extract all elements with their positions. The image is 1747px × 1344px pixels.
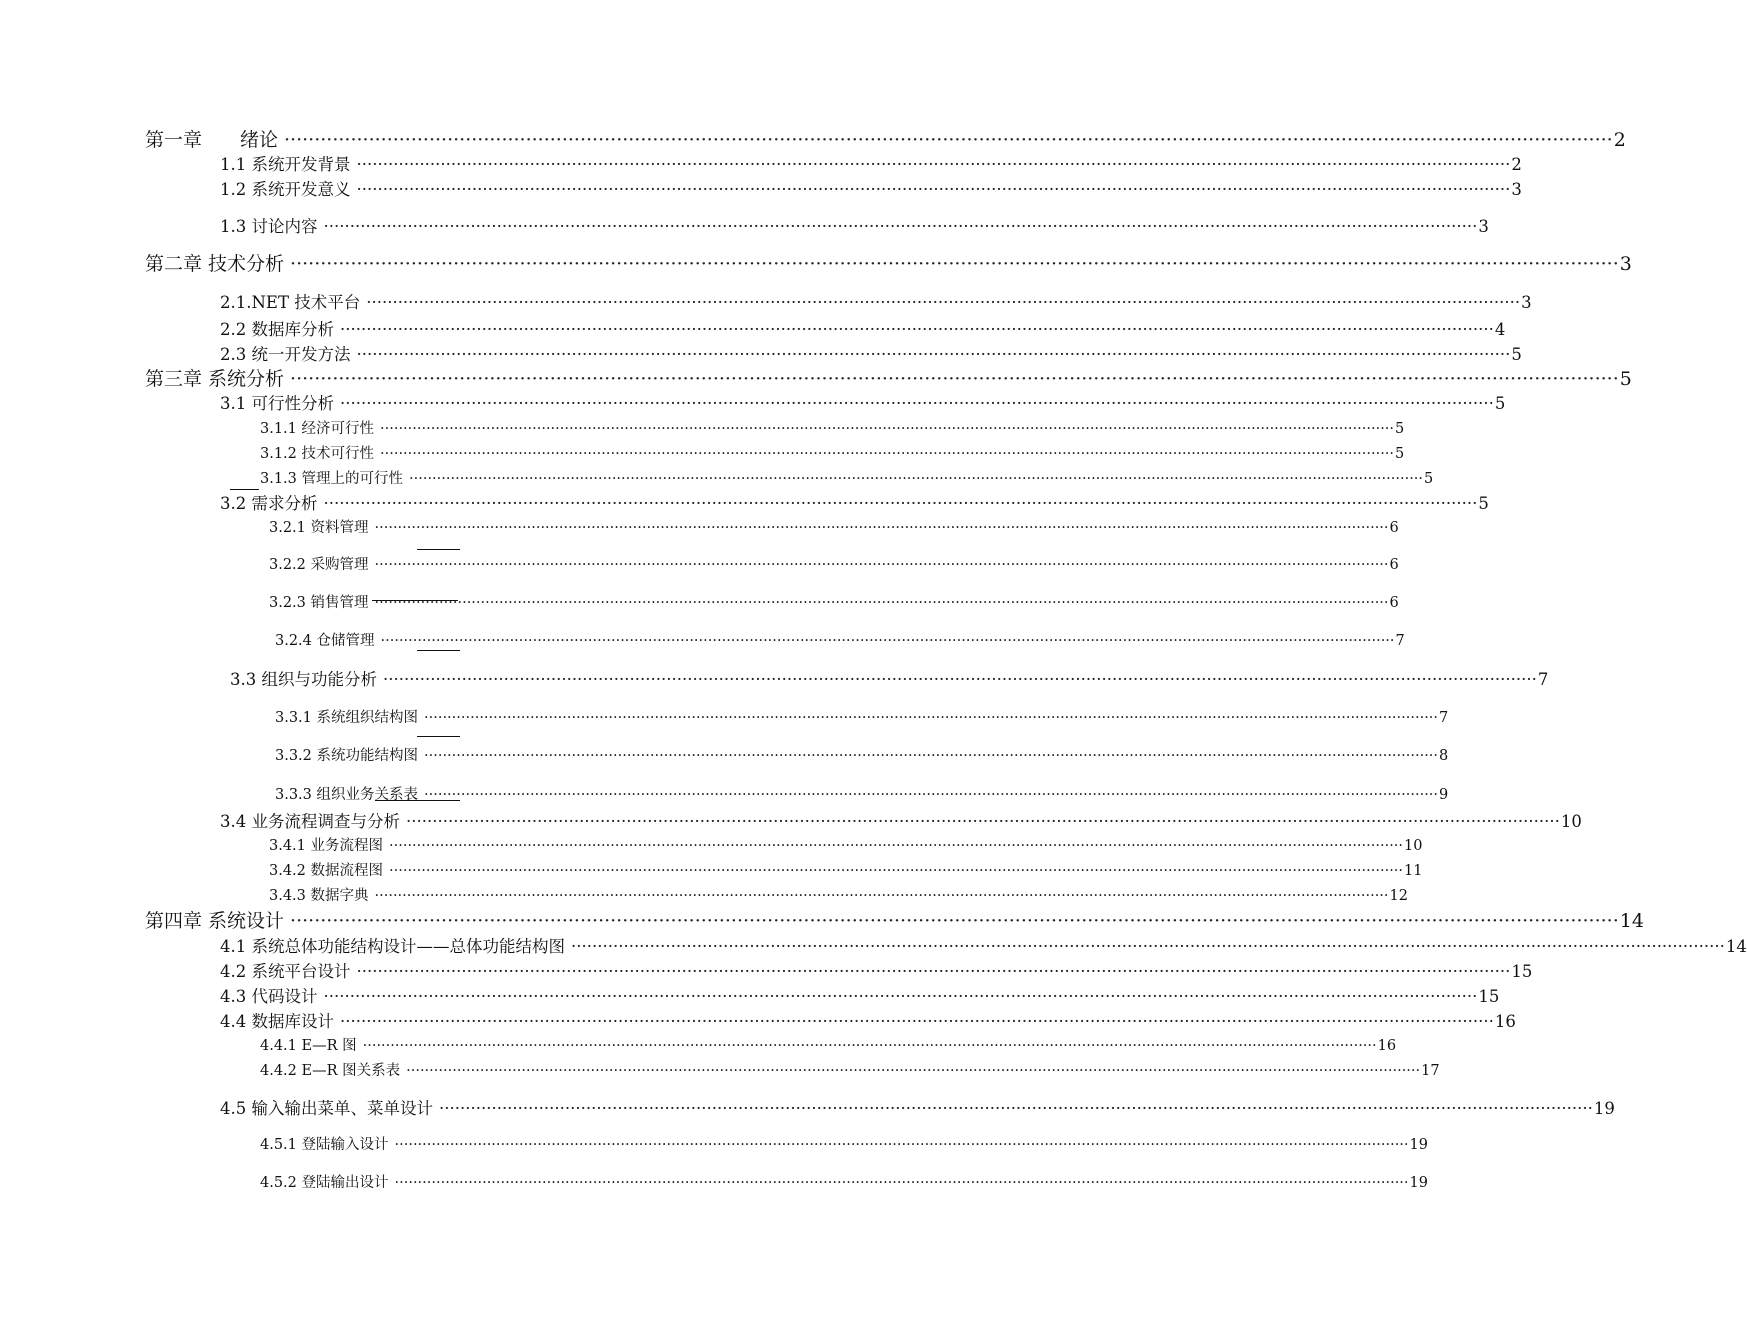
- leader-dots: ····························································································································································································································: [571, 937, 1725, 956]
- leader-dots: ····························································································································································································································: [374, 888, 1389, 904]
- toc-label: 3.1.3 管理上的可行性: [260, 471, 404, 487]
- leader-dots: ····························································································································································································································: [356, 962, 1511, 981]
- leader-dots: ····························································································································································································································: [374, 520, 1389, 536]
- toc-page-number: 8: [1439, 748, 1449, 764]
- toc-label: 2.3 统一开发方法: [220, 345, 351, 364]
- toc-page-number: 4: [1494, 320, 1506, 339]
- toc-label: 3.4.1 业务流程图: [269, 838, 384, 854]
- toc-page-number: 7: [1395, 633, 1405, 649]
- toc-entry[interactable]: [269, 884, 1408, 905]
- stray-rule: [417, 650, 460, 651]
- toc-label: 3.2 需求分析: [220, 494, 318, 513]
- leader-dots: ····························································································································································································································: [340, 320, 1494, 339]
- leader-dots: ····························································································································································································································: [362, 1038, 1377, 1054]
- toc-page-number: 9: [1439, 787, 1449, 803]
- toc-label: 3.1.1 经济可行性: [260, 421, 375, 437]
- toc-page-number: 15: [1478, 987, 1500, 1006]
- toc-page-number: 5: [1478, 494, 1489, 513]
- toc-page-number: 19: [1593, 1099, 1615, 1118]
- leader-dots: ····························································································································································································································: [290, 253, 1619, 275]
- toc-entry[interactable]: [220, 213, 1489, 237]
- toc-entry[interactable]: [269, 553, 1399, 574]
- toc-page-number: 3: [1511, 180, 1522, 199]
- leader-dots: ····························································································································································································································: [323, 494, 1478, 513]
- leader-dots: ····························································································································································································································: [356, 155, 1511, 174]
- toc-label: 3.4.2 数据流程图: [269, 863, 384, 879]
- toc-label: 3.2.2 采购管理: [269, 557, 369, 573]
- toc-entry[interactable]: [220, 490, 1489, 514]
- toc-label: 4.5 输入输出菜单、菜单设计: [220, 1099, 433, 1118]
- toc-entry[interactable]: [260, 1059, 1440, 1080]
- toc-label: 4.1 系统总体功能结构设计——总体功能结构图: [220, 937, 565, 956]
- leader-dots: ····························································································································································································································: [406, 1063, 1421, 1079]
- toc-entry[interactable]: [260, 467, 1434, 488]
- toc-label: 3.1 可行性分析: [220, 394, 334, 413]
- toc-label: 第一章 绪论: [145, 129, 279, 151]
- toc-label: 3.3.3 组织业务关系表: [275, 787, 419, 803]
- toc-page-number: 5: [1511, 345, 1522, 364]
- toc-entry[interactable]: [220, 808, 1582, 832]
- toc-entry[interactable]: [269, 859, 1423, 880]
- toc-label: 第四章 系统设计: [145, 910, 285, 932]
- toc-page-number: 19: [1409, 1137, 1428, 1153]
- toc-entry[interactable]: [275, 744, 1449, 765]
- toc-page-number: 5: [1494, 394, 1506, 413]
- toc-entry[interactable]: [260, 1034, 1397, 1055]
- toc-entry[interactable]: [220, 983, 1500, 1007]
- toc-page-number: 17: [1421, 1063, 1440, 1079]
- toc-entry[interactable]: [275, 706, 1449, 727]
- toc-entry[interactable]: [220, 289, 1532, 313]
- toc-entry[interactable]: [220, 1095, 1615, 1119]
- toc-entry[interactable]: [220, 341, 1522, 365]
- stray-rule: [417, 736, 460, 737]
- toc-label: 4.2 系统平台设计: [220, 962, 351, 981]
- toc-label: 3.1.2 技术可行性: [260, 446, 375, 462]
- leader-dots: ····························································································································································································································: [424, 748, 1439, 764]
- toc-page-number: 5: [1395, 421, 1405, 437]
- leader-dots: ····························································································································································································································: [389, 838, 1404, 854]
- leader-dots: ····························································································································································································································: [406, 812, 1560, 831]
- leader-dots: ····························································································································································································································: [380, 633, 1395, 649]
- leader-dots: ····························································································································································································································: [409, 471, 1424, 487]
- toc-page-number: 16: [1494, 1012, 1516, 1031]
- toc-entry[interactable]: [220, 933, 1747, 957]
- toc-page-number: 6: [1389, 595, 1399, 611]
- toc-label: 4.4.2 E—R 图关系表: [260, 1063, 401, 1079]
- leader-dots: ····························································································································································································································: [356, 345, 1511, 364]
- toc-label: 3.2.3 销售管理: [269, 595, 369, 611]
- toc-page-number: 2: [1511, 155, 1522, 174]
- toc-label: 3.3.2 系统功能结构图: [275, 748, 419, 764]
- toc-entry[interactable]: [260, 417, 1405, 438]
- stray-rule: [417, 549, 460, 550]
- leader-dots: ····························································································································································································································: [356, 180, 1511, 199]
- toc-entry[interactable]: [145, 249, 1632, 276]
- toc-label: 4.4 数据库设计: [220, 1012, 334, 1031]
- toc-label: 第三章 系统分析: [145, 368, 285, 390]
- toc-label: 1.1 系统开发背景: [220, 155, 351, 174]
- leader-dots: ····························································································································································································································: [394, 1175, 1409, 1191]
- toc-entry[interactable]: [269, 516, 1399, 537]
- toc-page-number: 15: [1511, 962, 1533, 981]
- toc-entry[interactable]: [145, 364, 1632, 391]
- toc-page-number: 14: [1725, 937, 1747, 956]
- toc-label: 4.4.1 E—R 图: [260, 1038, 357, 1054]
- toc-label: 3.2.1 资料管理: [269, 520, 369, 536]
- toc-page-number: 5: [1395, 446, 1405, 462]
- toc-entry[interactable]: [220, 151, 1522, 175]
- toc-label: 3.4.3 数据字典: [269, 888, 369, 904]
- leader-dots: ····························································································································································································································: [290, 368, 1619, 390]
- toc-label: 4.3 代码设计: [220, 987, 318, 1006]
- toc-entry[interactable]: [220, 1008, 1516, 1032]
- leader-dots: ····························································································································································································································: [383, 670, 1537, 689]
- toc-label: 4.5.1 登陆输入设计: [260, 1137, 389, 1153]
- toc-entry[interactable]: [230, 666, 1549, 690]
- toc-page-number: 14: [1619, 910, 1644, 932]
- toc-entry[interactable]: [220, 958, 1533, 982]
- toc-page-number: 3: [1521, 293, 1532, 312]
- leader-dots: ····························································································································································································································: [380, 421, 1395, 437]
- toc-page-number: 12: [1389, 888, 1408, 904]
- leader-dots: ····························································································································································································································: [366, 293, 1521, 312]
- toc-entry[interactable]: [260, 1171, 1428, 1192]
- leader-dots: ····························································································································································································································: [374, 595, 1389, 611]
- toc-page-number: 10: [1404, 838, 1423, 854]
- toc-entry[interactable]: [145, 125, 1626, 152]
- toc-entry[interactable]: [269, 834, 1423, 855]
- toc-label: 3.4 业务流程调查与分析: [220, 812, 400, 831]
- toc-label: 4.5.2 登陆输出设计: [260, 1175, 389, 1191]
- toc-page-number: 7: [1537, 670, 1549, 689]
- toc-label: 第二章 技术分析: [145, 253, 285, 275]
- toc-page-number: 3: [1619, 253, 1632, 275]
- toc-page-number: 5: [1424, 471, 1434, 487]
- toc-label: 3.3.1 系统组织结构图: [275, 710, 419, 726]
- leader-dots: ····························································································································································································································: [290, 910, 1619, 932]
- leader-dots: ····························································································································································································································: [323, 987, 1478, 1006]
- toc-entry[interactable]: [260, 442, 1405, 463]
- toc-entry[interactable]: [145, 906, 1644, 933]
- leader-dots: ····························································································································································································································: [394, 1137, 1409, 1153]
- toc-page-number: 3: [1478, 217, 1489, 236]
- toc-label: 1.2 系统开发意义: [220, 180, 351, 199]
- toc-entry[interactable]: [220, 316, 1506, 340]
- toc-entry[interactable]: [269, 591, 1399, 612]
- toc-page-number: 6: [1389, 520, 1399, 536]
- leader-dots: ····························································································································································································································: [439, 1099, 1593, 1118]
- leader-dots: ····························································································································································································································: [340, 1012, 1494, 1031]
- toc-page-number: 7: [1439, 710, 1449, 726]
- toc-page-number: 16: [1377, 1038, 1397, 1054]
- leader-dots: ····························································································································································································································: [424, 710, 1439, 726]
- toc-label: 2.1.NET 技术平台: [220, 293, 361, 312]
- leader-dots: ····························································································································································································································: [389, 863, 1404, 879]
- toc-entry[interactable]: [260, 1133, 1428, 1154]
- toc-label: 3.2.4 仓储管理: [275, 633, 375, 649]
- toc-entry[interactable]: [275, 783, 1449, 804]
- leader-dots: ····························································································································································································································: [424, 787, 1439, 803]
- toc-page-number: 11: [1404, 863, 1423, 879]
- toc-page-number: 2: [1613, 129, 1626, 151]
- leader-dots: ····························································································································································································································: [323, 217, 1478, 236]
- toc-page-number: 6: [1389, 557, 1399, 573]
- leader-dots: ····························································································································································································································: [380, 446, 1395, 462]
- toc-page-number: 10: [1560, 812, 1582, 831]
- toc-label: 3.3 组织与功能分析: [230, 670, 377, 689]
- toc-label: 2.2 数据库分析: [220, 320, 334, 339]
- toc-entry[interactable]: [220, 390, 1506, 414]
- toc-page-number: 5: [1619, 368, 1632, 390]
- toc-page-number: 19: [1409, 1175, 1428, 1191]
- toc-entry[interactable]: [220, 176, 1522, 200]
- leader-dots: ····························································································································································································································: [284, 129, 1613, 151]
- toc-label: 1.3 讨论内容: [220, 217, 318, 236]
- toc-entry[interactable]: [275, 629, 1405, 650]
- leader-dots: ····························································································································································································································: [374, 557, 1389, 573]
- leader-dots: ····························································································································································································································: [340, 394, 1494, 413]
